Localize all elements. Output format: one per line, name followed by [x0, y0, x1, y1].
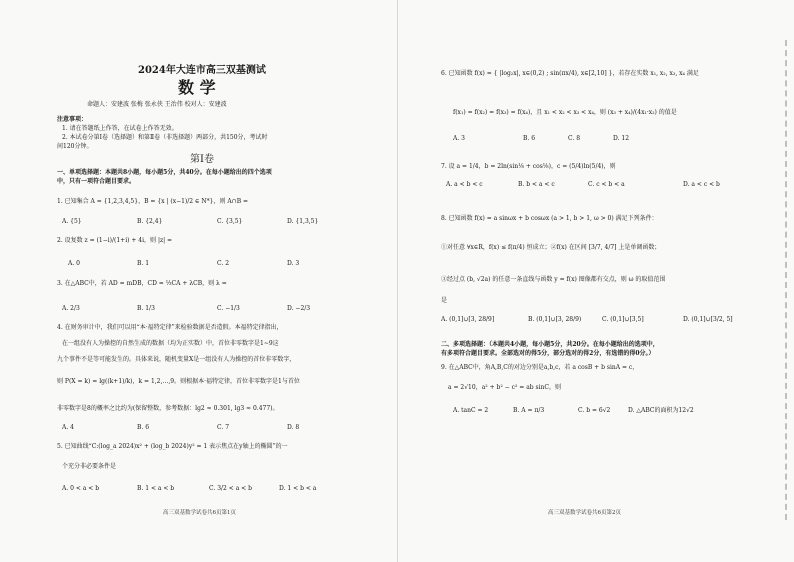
q2-option-a: A. 0 — [68, 260, 80, 267]
question-7: 7. 设 a = 1/4，b = 2ln(sin⅛ + cos⅛)，c = (5/4)ln(5/4)，则 — [441, 163, 616, 170]
q8-option-c: C. (0,1]∪[3,5] — [602, 316, 644, 323]
question-4-line-1: 4. 在财务审计中，我们可以用“本·福特定律”来检验数据是否造假。本福特定律指出， — [57, 324, 283, 331]
question-6-line-1: 6. 已知函数 f(x) = { |log₂x|, x∈(0,2) ; sin(πx/4), x∈[2,10] }，若存在实数 x₁, x₂, x₃, x₄ 满足 — [441, 70, 699, 77]
q1-option-d: D. {1,3,5} — [287, 218, 319, 225]
part2-heading-b: 有多项符合题目要求。全部选对的得5分，部分选对的得2分，有选错的得0分。） — [441, 350, 655, 357]
notice-1: 1. 请在答题纸上作答，在试卷上作答无效。 — [62, 125, 178, 132]
binding-dashed-line — [785, 40, 793, 520]
question-4-line-2: 在一组没有人为操控的自然生成的数据（均为正实数）中，首位非零数字是1~9这 — [62, 340, 279, 347]
question-5-line-1: 5. 已知曲线“C:(log_a 2024)x² + (log_b 2024)y² = 1 表示焦点在y轴上的椭圆”的一 — [57, 443, 288, 450]
q9-option-a: A. tanC = 2 — [453, 407, 489, 414]
exam-title: 2024年大连市高三双基测试 — [138, 65, 266, 76]
part2-heading-a: 二、多项选择题：（本题共4小题，每小题5分，共20分。在每小题给出的选项中， — [441, 341, 659, 348]
q9-option-b: B. A = π/3 — [513, 407, 545, 414]
question-8-line-1: 8. 已知函数 f(x) = a sinωx + b cosωx (a > 1, b > 1, ω > 0) 满足下列条件： — [441, 215, 658, 222]
question-2: 2. 设复数 z = (1−i)/(1+i) + 4i，则 |z| = — [57, 237, 173, 244]
q4-option-c: C. 7 — [217, 424, 230, 431]
q2-option-b: B. 1 — [137, 260, 150, 267]
q2-option-d: D. 3 — [287, 260, 300, 267]
q7-option-d: D. a < c < b — [683, 181, 720, 188]
q5-option-d: D. 1 < b < a — [279, 485, 317, 492]
notice-heading: 注意事项： — [57, 116, 88, 123]
q6-option-c: C. 8 — [568, 135, 581, 142]
question-8-line-4: 是 — [441, 297, 448, 304]
q8-option-b: B. (0,1]∪[3, 28/9) — [528, 316, 582, 323]
q6-option-a: A. 3 — [453, 135, 465, 142]
question-8-line-2: ①对任意 ∀x∈R，f(x) ≤ f(π/4) 恒成立；②f(x) 在区间 [3/7, 4/7] 上是单调函数； — [441, 244, 661, 251]
question-4-line-5: 非零数字是8的概率之比约为(保留整数，参考数据：lg2 ≈ 0.301, lg3 ≈ 0.477)。 — [57, 405, 279, 412]
q4-option-a: A. 4 — [62, 424, 74, 431]
section-title: 第Ⅰ卷 — [190, 154, 214, 165]
q9-option-d: D. △ABC的面积为12√2 — [628, 407, 694, 414]
question-9-line-2: a = 2√10，a² + b² − c² = ab sinC，则 — [448, 384, 561, 391]
q7-option-b: B. b < a < c — [518, 181, 555, 188]
q3-option-d: D. −2/3 — [287, 305, 311, 312]
q7-option-c: C. c < b < a — [588, 181, 625, 188]
q4-option-b: B. 6 — [137, 424, 150, 431]
question-9-line-1: 9. 在△ABC中，角A,B,C的对边分别是a,b,c，若 a cosB + b sinA = c， — [441, 364, 639, 371]
q3-option-b: B. 1/3 — [137, 305, 155, 312]
q5-option-c: C. 3/2 < a < b — [209, 485, 252, 492]
q3-option-a: A. 2/3 — [62, 305, 80, 312]
question-8-line-3: ③经过点 (b, √2a) 的任意一条直线与函数 y = f(x) 图像都有交点，则 ω 的取值范围 — [441, 276, 666, 283]
q5-option-a: A. 0 < a < b — [62, 485, 100, 492]
authors-line: 命题人：安建波 张梅 张永侠 王治伟 校对人：安建波 — [87, 101, 227, 108]
q1-option-b: B. {2,4} — [137, 218, 163, 225]
right-page — [397, 0, 794, 562]
left-footer: 高三双基数学试卷共6页第1页 — [163, 510, 236, 516]
q8-option-a: A. (0,1]∪[3, 28/9] — [441, 316, 495, 323]
part1-heading-a: 一、单项选择题：本题共8小题，每小题5分，共40分。在每小题给出的四个选项 — [57, 169, 272, 176]
right-footer: 高三双基数学试卷共6页第2页 — [548, 510, 621, 516]
question-3: 3. 在△ABC中，若 AD = mDB，CD = ⅓CA + λCB，则 λ = — [57, 280, 227, 287]
q1-option-c: C. {3,5} — [217, 218, 243, 225]
q1-option-a: A. {5} — [62, 218, 82, 225]
q9-option-c: C. b = 6√2 — [578, 407, 611, 414]
question-1: 1. 已知集合 A = {1,2,3,4,5}，B = {x | (x−1)/2 ∈ N*}，则 A∩B = — [57, 198, 249, 205]
notice-3: 间120分钟。 — [57, 143, 93, 150]
notice-2: 2. 本试卷分第Ⅰ卷（选择题）和第Ⅱ卷（非选择题）两部分，共150分，考试时 — [62, 134, 268, 141]
question-6-line-2: f(x₁) = f(x₂) = f(x₃) = f(x₄)，且 x₁ < x₂ < x₃ < x₄，则 (x₃ + x₄)/(4x₁·x₂) 的值是 — [453, 109, 677, 116]
question-4-line-3: 九个事件不是等可能发生的。具体来说，随机变量X是一组没有人为操控的首位非零数字， — [57, 356, 296, 363]
question-4-line-4: 则 P(X = k) = lg((k+1)/k)，k = 1,2,…,9。则根据本·福特定律，首位非零数字是1与首位 — [57, 378, 300, 385]
q6-option-b: B. 6 — [523, 135, 536, 142]
question-5-line-2: 个充分非必要条件是 — [62, 463, 117, 470]
subject-title: 数 学 — [178, 78, 216, 97]
q2-option-c: C. 2 — [217, 260, 230, 267]
part1-heading-b: 中，只有一项符合题目要求。 — [57, 178, 136, 185]
q4-option-d: D. 8 — [287, 424, 300, 431]
q6-option-d: D. 12 — [613, 135, 630, 142]
q7-option-a: A. a < b < c — [446, 181, 483, 188]
q3-option-c: C. −1/3 — [217, 305, 240, 312]
q5-option-b: B. 1 < a < b — [137, 485, 175, 492]
q8-option-d: D. (0,1]∪[3/2, 5] — [683, 316, 733, 323]
